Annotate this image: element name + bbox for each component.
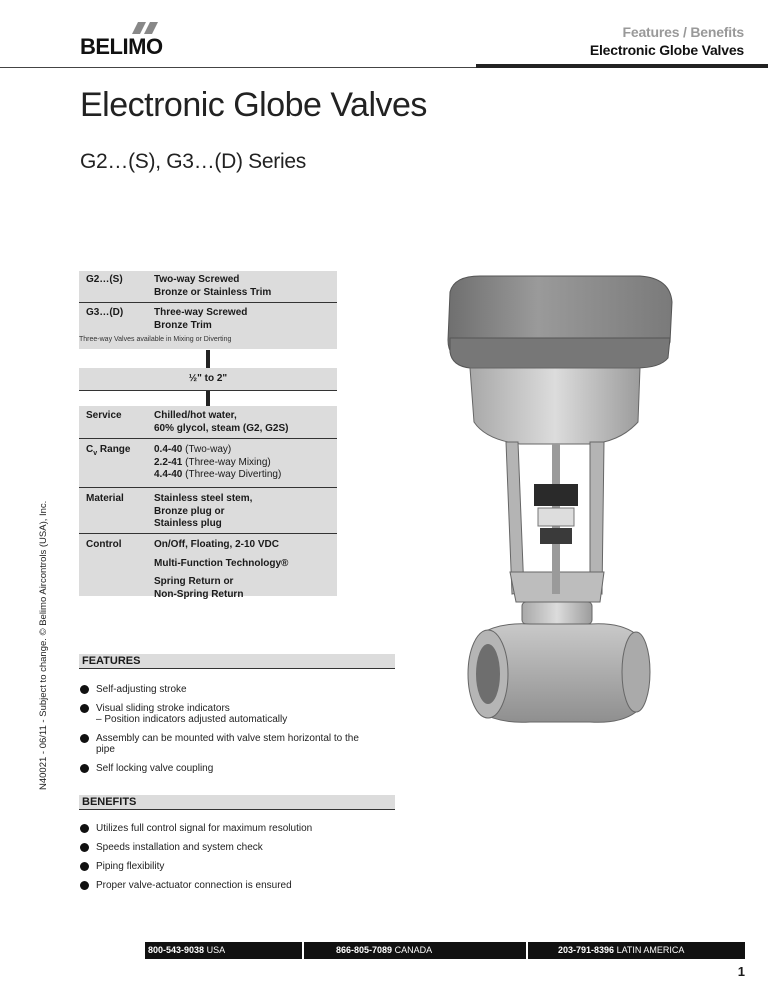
list-item: Visual sliding stroke indicators [79, 703, 379, 714]
list-item: Self-adjusting stroke [79, 684, 379, 695]
service-label: Service [86, 410, 122, 421]
page-subtitle: G2…(S), G3…(D) Series [80, 150, 306, 173]
service-value: Chilled/hot water, 60% glycol, steam (G2, G2S) [154, 410, 289, 434]
header-section: Features / Benefits [622, 24, 744, 40]
list-item-sub: – Position indicators adjusted automatically [96, 714, 288, 725]
globe-valve-image [440, 272, 680, 752]
cv-values: 0.4-40 (Two-way) 2.2-41 (Three-way Mixing) 4.4-40 (Three-way Diverting) [154, 444, 282, 480]
side-legal-note: N40021 - 06/11 - Subject to change. © Belimo Aircontrols (USA), Inc. [38, 500, 49, 790]
control-value: On/Off, Floating, 2-10 VDC Multi-Function Technology® Spring Return or Non-Spring Return [154, 539, 289, 600]
footer-canada: 866-805-7089 CANADA [336, 945, 433, 955]
features-list [79, 684, 379, 774]
spec-note-row [79, 333, 337, 349]
spec-row-g2 [79, 271, 337, 303]
size-range-row [79, 368, 337, 391]
list-item: Utilizes full control signal for maximum resolution [79, 823, 379, 834]
list-item: Assembly can be mounted with valve stem horizontal to the pipe [79, 733, 379, 755]
footer-usa: 800-543-9038 USA [148, 945, 226, 955]
header-product: Electronic Globe Valves [589, 42, 744, 58]
page-number: 1 [737, 964, 745, 979]
material-value: Stainless steel stem, Bronze plug or Stainless plug [154, 493, 253, 529]
logo-text: BELIMO [80, 34, 163, 59]
material-label: Material [86, 493, 124, 504]
header-titles [590, 24, 744, 58]
type-code: G2…(S) [86, 274, 123, 285]
type-code: G3…(D) [86, 307, 124, 318]
spec-details [79, 406, 337, 600]
benefits-list [79, 823, 379, 891]
belimo-logo [80, 22, 170, 62]
page-title: Electronic Globe Valves [80, 86, 427, 124]
list-item: Speeds installation and system check [79, 842, 379, 853]
connector-bar [206, 350, 210, 368]
type-desc: Three-way Screwed Bronze Trim [154, 307, 248, 331]
spec-note: Three-way Valves available in Mixing or Diverting [79, 336, 232, 343]
spec-row-g3 [79, 303, 337, 333]
list-item: Piping flexibility [79, 861, 379, 872]
cv-label: $C_v$ Range [86, 444, 131, 457]
footer-contact-bar [145, 942, 745, 959]
type-desc: Two-way Screwed Bronze or Stainless Trim [154, 274, 272, 298]
footer-latin-america: 203-791-8396 LATIN AMERICA [558, 945, 685, 955]
benefits-heading-bar [79, 795, 395, 810]
benefits-heading: BENEFITS [82, 796, 137, 808]
size-range: ½" to 2" [188, 373, 228, 384]
features-heading: FEATURES [82, 655, 141, 667]
control-label: Control [86, 539, 122, 550]
header-rule-thick [476, 64, 768, 68]
connector-bar [206, 391, 210, 406]
list-item: Proper valve-actuator connection is ensured [79, 880, 379, 891]
features-heading-bar [79, 654, 395, 669]
logo-stripes-icon [132, 22, 166, 34]
list-item: Self locking valve coupling [79, 763, 379, 774]
